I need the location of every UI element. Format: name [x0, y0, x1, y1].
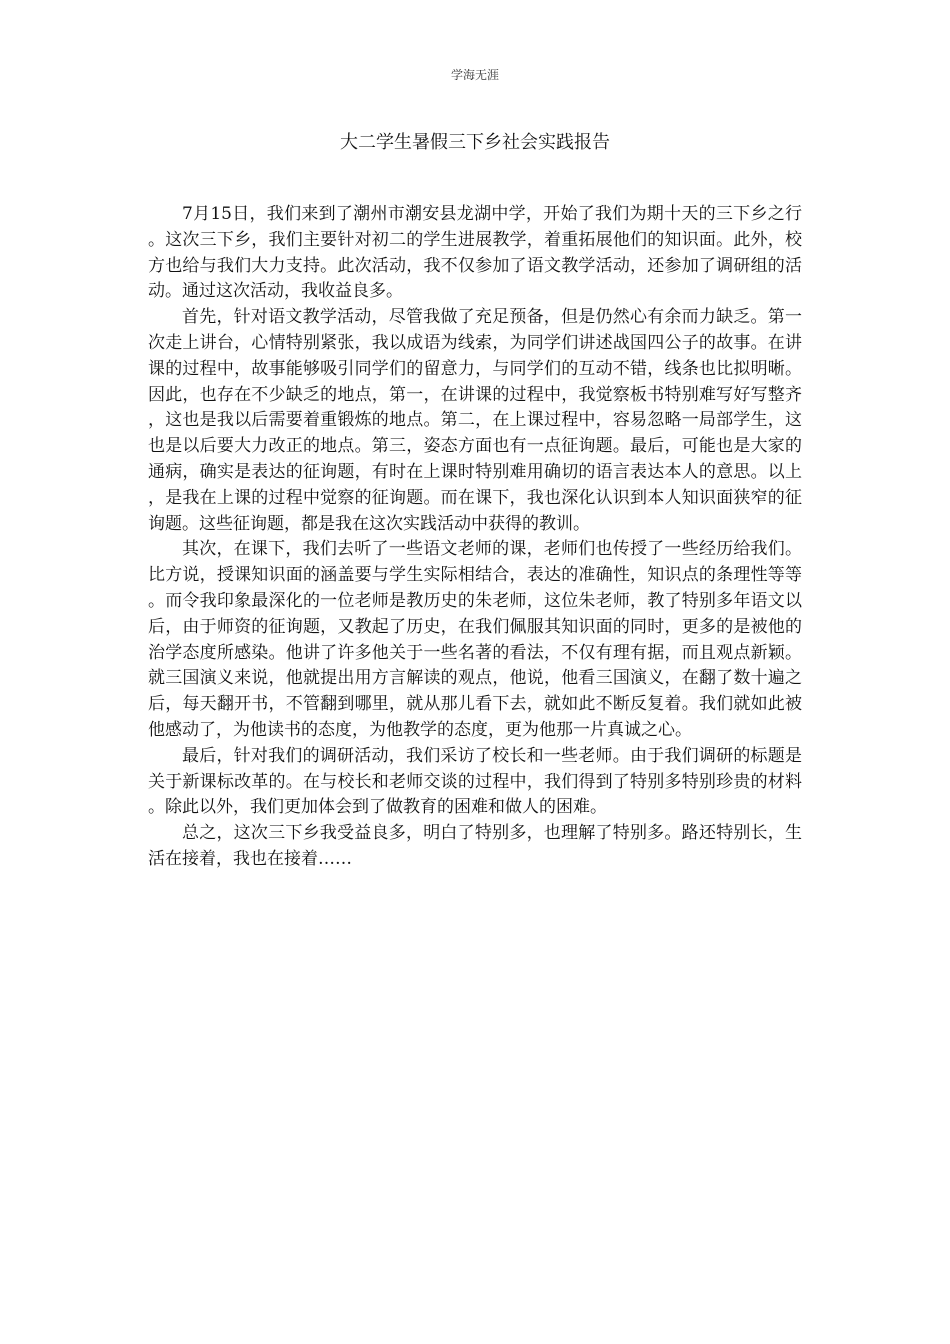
document-title: 大二学生暑假三下乡社会实践报告	[340, 132, 610, 153]
paragraph-3: 其次，在课下，我们去听了一些语文老师的课，老师们也传授了一些经历给我们。比方说，授课知识面的涵盖要与学生实际相结合，表达的准确性，知识点的条理性等等。而令我印象最深化的一位老师是教历史的朱老师，这位朱老师，教了特别多年语文以后，由于师资的征询题，又教起了历史，在我们佩服其知识面的同时，更多的是被他的治学态度所感染。他讲了许多他关于一些名著的看法，不仅有理有据，而且观点新颖。就三国演义来说，他就提出用方言解读的观点，他说，他看三国演义，在翻了数十遍之后，每天翻开书，不管翻到哪里，就从那儿看下去，就如此不断反复着。我们就如此被他感动了，为他读书的态度，为他教学的态度，更为他那一片真诚之心。	[148, 539, 802, 740]
document-body	[148, 202, 802, 873]
paragraph-1: 7月15日，我们来到了潮州市潮安县龙湖中学，开始了我们为期十天的三下乡之行。这次三下乡，我们主要针对初二的学生进展教学，着重拓展他们的知识面。此外，校方也给与我们大力支持。此次活动，我不仅参加了语文教学活动，还参加了调研组的活动。通过这次活动，我收益良多。	[148, 204, 802, 302]
paragraph-4: 最后，针对我们的调研活动，我们采访了校长和一些老师。由于我们调研的标题是关于新课标改革的。在与校长和老师交谈的过程中，我们得到了特别多特别珍贵的材料。除此以外，我们更加体会到了做教育的困难和做人的困难。	[148, 745, 802, 818]
paragraph-2: 首先，针对语文教学活动，尽管我做了充足预备，但是仍然心有余而力缺乏。第一次走上讲台，心情特别紧张，我以成语为线索，为同学们讲述战国四公子的故事。在讲课的过程中，故事能够吸引同学们的留意力，与同学们的互动不错，线条也比拟明晰。因此，也存在不少缺乏的地点，第一，在讲课的过程中，我觉察板书特别难写好写整齐，这也是我以后需要着重锻炼的地点。第二，在上课过程中，容易忽略一局部学生，这也是以后要大力改正的地点。第三，姿态方面也有一点征询题。最后，可能也是大家的通病，确实是表达的征询题，有时在上课时特别难用确切的语言表达本人的意思。以上，是我在上课的过程中觉察的征询题。而在课下，我也深化认识到本人知识面狭窄的征询题。这些征询题，都是我在这次实践活动中获得的教训。	[148, 307, 802, 534]
paragraph-5: 总之，这次三下乡我受益良多，明白了特别多，也理解了特别多。路还特别长，生活在接着，我也在接着……	[148, 823, 802, 869]
page-header: 学海无涯	[450, 68, 499, 82]
